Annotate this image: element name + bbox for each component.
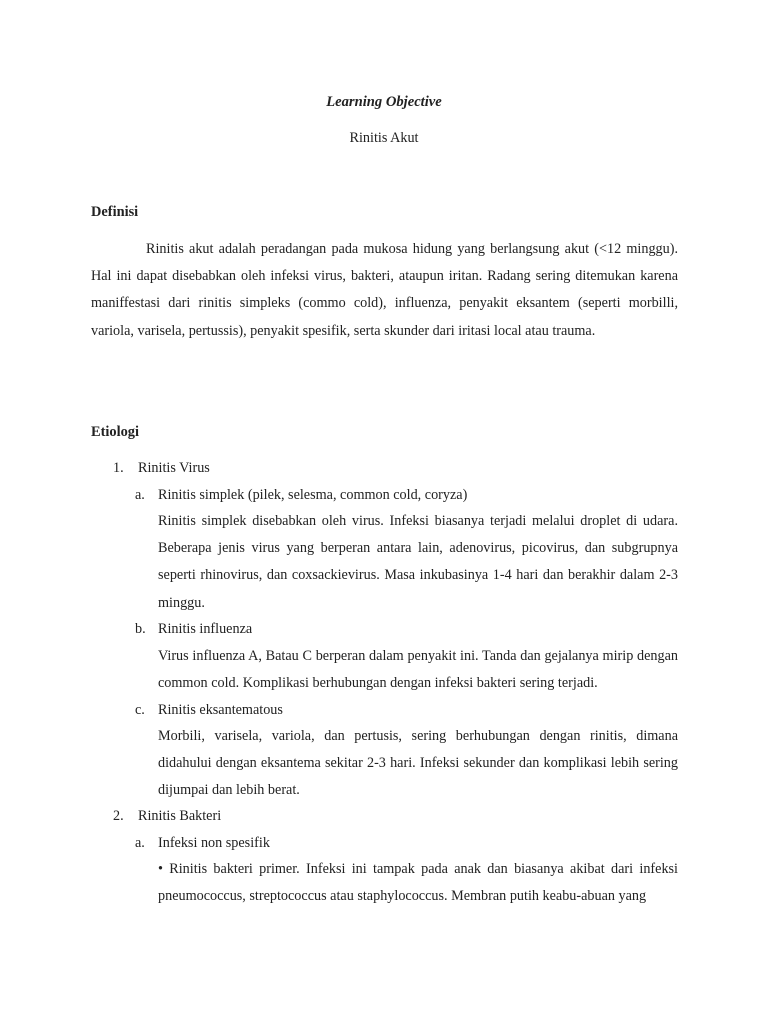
list-number: 2. xyxy=(113,808,124,824)
sub-item-text: Morbili, varisela, variola, dan pertusis, sering berhubungan dengan rinitis, dimana didahului dengan eksantema sekitar 2-3 hari. Infeksi sekunder dan komplikasi lebih sering dijumpai dan lebih berat. xyxy=(158,728,678,799)
sub-item-label: Rinitis eksantematous xyxy=(158,702,283,718)
sub-item-label: Infeksi non spesifik xyxy=(158,835,270,851)
heading-definisi: Definisi xyxy=(91,204,139,220)
sub-item-text: Virus influenza A, Batau C berperan dalam penyakit ini. Tanda dan gejalanya mirip dengan common cold. Komplikasi berhubungan dengan infeksi bakteri sering terjadi. xyxy=(158,648,678,692)
list-number: 1. xyxy=(113,460,124,476)
sub-item-text: • Rinitis bakteri primer. Infeksi ini tampak pada anak dan biasanya akibat dari infeksi pneumococcus, streptococcus atau staphylococcus. Membran putih keabu-abuan yang xyxy=(158,861,678,905)
definisi-text: Rinitis akut adalah peradangan pada mukosa hidung yang berlangsung akut (<12 minggu). Hal ini dapat disebabkan oleh infeksi virus, bakteri, ataupun iritan. Radang sering ditemukan karena maniffestasi dari rinitis simpleks (commo cold), influenza, penyakit eksantem (seperti morbilli, variola, varisela, pertussis), penyakit spesifik, serta skunder dari iritasi local atau trauma. xyxy=(91,241,678,339)
sub-item-letter: a. xyxy=(135,487,145,503)
sub-item-letter: a. xyxy=(135,835,145,851)
sub-item-letter: b. xyxy=(135,621,146,637)
list-item-label: Rinitis Virus xyxy=(138,460,210,476)
definisi-paragraph xyxy=(91,236,678,345)
sub-item-letter: c. xyxy=(135,702,145,718)
list-item-label: Rinitis Bakteri xyxy=(138,808,222,824)
sub-item-text: Rinitis simplek disebabkan oleh virus. Infeksi biasanya terjadi melalui droplet di udara. Beberapa jenis virus yang berperan antara lain, adenovirus, picovirus, dan subgrupnya seperti rhinovirus, dan coxsackievirus. Masa inkubasinya 1-4 hari dan berakhir dalam 2-3 minggu. xyxy=(158,513,678,611)
heading-etiologi: Etiologi xyxy=(91,424,139,440)
document-title: Learning Objective xyxy=(326,94,442,110)
document-subtitle: Rinitis Akut xyxy=(349,130,419,146)
sub-item-label: Rinitis simplek (pilek, selesma, common cold, coryza) xyxy=(158,487,468,503)
sub-item-label: Rinitis influenza xyxy=(158,621,253,637)
